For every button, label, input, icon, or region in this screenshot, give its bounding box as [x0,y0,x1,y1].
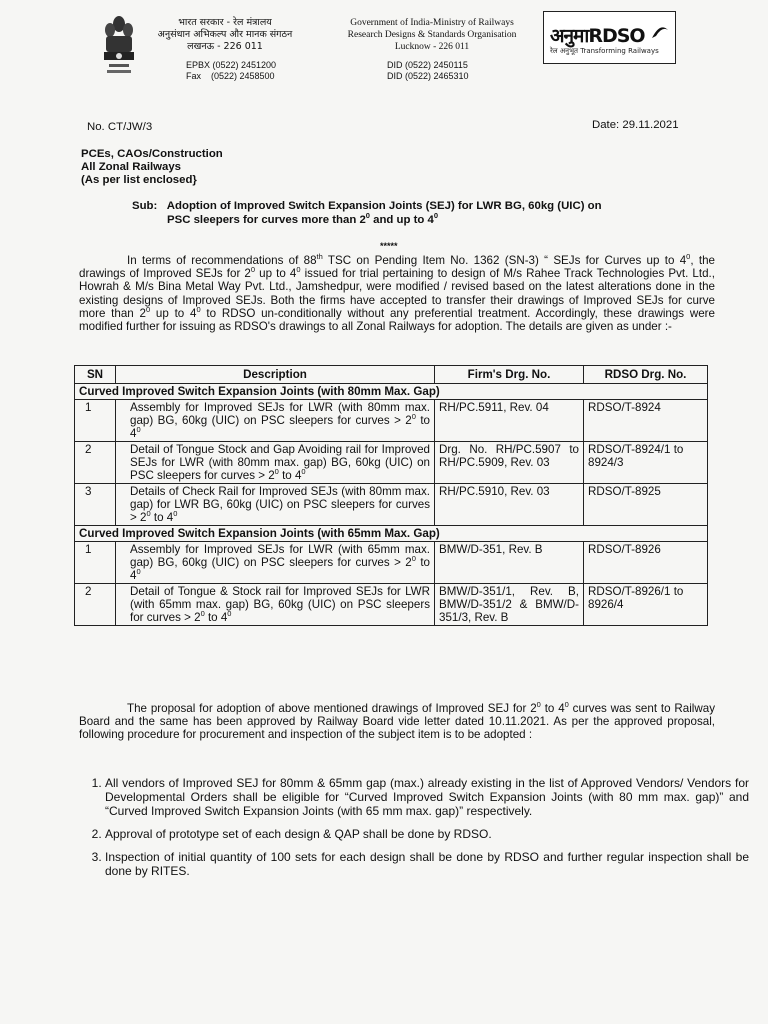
row-sn: 1 [75,400,116,442]
table-row [75,400,708,442]
row-description: Detail of Tongue Stock and Gap Avoiding rail for Improved SEJs for LWR (with 80mm max. gap) BG, 60kg (UIC) on PSC sleepers for curves > $2^0$ to $4^0$ [116,442,435,484]
row-rdso-drg: RDSO/T-8925 [584,484,708,526]
row-firm-drg: Drg. No. RH/PC.5907 to RH/PC.5909, Rev. 03 [435,442,584,484]
list-item: 2. Approval of prototype set of each design & QAP shall be done by RDSO. [105,827,749,841]
english-line-2: Research Designs & Standards Organisation [347,30,517,40]
logo-swoosh-icon [650,24,670,42]
rdso-logo [543,11,676,64]
logo-text: अनुमाRDSO [550,25,645,47]
row-firm-drg: BMW/D-351/1, Rev. B, BMW/D-351/2 & BMW/D-351/3, Rev. B [435,584,584,626]
row-rdso-drg: RDSO/T-8926 [584,542,708,584]
hindi-line-3: लखनऊ - 226 011 [187,41,263,52]
section-title-65mm: Curved Improved Switch Expansion Joints (with 65mm Max. Gap) [75,526,708,542]
reference-number: No. CT/JW/3 [87,121,153,133]
english-line-3: Lucknow - 226 011 [394,42,470,52]
table-row [75,584,708,626]
table-row [75,484,708,526]
did-number-2: DID (0522) 2465310 [387,71,469,81]
proposal-paragraph: The proposal for adoption of above mentioned drawings of Improved SEJ for $2^0$ to $4^0$ curves was sent to Railway Board and the same has been approved by Railway Board vide letter dated 10.11.2021. As per the approved proposal, following procedure for procurement and inspection of the subject item is to be adopted : [79,700,715,742]
row-firm-drg: RH/PC.5911, Rev. 04 [435,400,584,442]
row-description: Assembly for Improved SEJs for LWR (with 80mm max. gap) BG, 60kg (UIC) on PSC sleepers for curves > $2^0$ to $4^0$ [116,400,435,442]
row-description: Detail of Tongue & Stock rail for Improved SEJs for LWR (with 65mm max. gap) BG, 60kg (UIC) on PSC sleepers for curves > $2^0$ to $4^0$ [116,584,435,626]
subject-line: Sub: Adoption of Improved Switch Expansion Joints (SEJ) for LWR BG, 60kg (UIC) on PSC sleepers for curves more than $2^0$ and up to $4^0$ [132,200,602,226]
intro-paragraph: In terms of recommendations of 88th TSC on Pending Item No. 1362 (SN-3) “ SEJs for Curves up to $4^0$, the drawings of Improved SEJs for $2^0$ up to $4^0$ issued for trial pertaining to design of M/s Rahee Track Technologies Pvt. Ltd., Howrah & M/s Bina Metal Way Pvt. Ltd., Jamshedpur, were modified / revised based on the latest alterations done in the existing designs of Improved SEJs. Both the firms have accepted to transfer their drawings of Improved SEJs for curve more than $2^0$ up to $4^0$ to RDSO un-conditionally without any preferential treatment. Accordingly, these drawings were modified further for issuing as RDSO's drawings to all Zonal Railways for adoption. The details are given as under :- [79,252,715,334]
row-rdso-drg: RDSO/T-8926/1 to 8926/4 [584,584,708,626]
row-description: Assembly for Improved SEJs for LWR (with 65mm max. gap) BG, 60kg (UIC) on PSC sleepers for curves > $2^0$ to $4^0$ [116,542,435,584]
row-sn: 2 [75,584,116,626]
row-rdso-drg: RDSO/T-8924 [584,400,708,442]
row-sn: 1 [75,542,116,584]
section-title-80mm: Curved Improved Switch Expansion Joints (with 80mm Max. Gap) [75,384,708,400]
fax-number: Fax (0522) 2458500 [186,71,275,81]
row-rdso-drg: RDSO/T-8924/1 to 8924/3 [584,442,708,484]
letter-date: Date: 29.11.2021 [592,119,679,131]
separator-stars: ***** [380,241,398,251]
header-description: Description [116,366,435,384]
header-rdso-drg: RDSO Drg. No. [584,366,708,384]
addressee-line-2: All Zonal Railways [81,161,182,173]
hindi-org-header [150,17,300,53]
table-row [75,442,708,484]
hindi-line-1: भारत सरकार - रेल मंत्रालय [178,17,272,28]
row-description: Details of Check Rail for Improved SEJs (with 80mm max. gap) for LWR BG, 60kg (UIC) on PSC sleepers for curves > $2^0$ to $4^0$ [116,484,435,526]
section-row-80mm [75,384,708,400]
row-firm-drg: RH/PC.5910, Rev. 03 [435,484,584,526]
row-sn: 3 [75,484,116,526]
addressee-line-1: PCEs, CAOs/Construction [81,148,223,160]
procedure-list [79,776,749,887]
subject-label: Sub: [132,200,158,212]
drawings-table [74,365,708,626]
addressee-line-3: (As per list enclosed} [81,174,197,186]
table-header-row [75,366,708,384]
english-org-header [332,17,532,53]
list-item: 3. Inspection of initial quantity of 100 sets for each design shall be done by RDSO and further regular inspection shall be done by RITES. [105,850,749,878]
epbx-number: EPBX (0522) 2451200 [186,60,277,70]
row-firm-drg: BMW/D-351, Rev. B [435,542,584,584]
header-firm-drg: Firm's Drg. No. [435,366,584,384]
table-row [75,542,708,584]
hindi-line-2: अनुसंधान अभिकल्प और मानक संगठन [157,29,293,40]
section-row-65mm [75,526,708,542]
row-sn: 2 [75,442,116,484]
header-sn: SN [75,366,116,384]
logo-tagline: रेल अनुभूत Transforming Railways [550,47,659,55]
list-item: 1. All vendors of Improved SEJ for 80mm & 65mm gap (max.) already existing in the list of Approved Vendors/ Vendors for Developmental Orders shall be eligible for “Curved Improved Switch Expansion Joints (with 80 mm max. gap)” and “Curved Improved Switch Expansion Joints (with 65 mm max. gap)” respectively. [105,776,749,818]
addressee-block [81,148,223,187]
national-emblem-icon [100,12,138,76]
did-number-1: DID (0522) 2450115 [387,60,468,70]
english-line-1: Government of India-Ministry of Railways [350,18,514,28]
